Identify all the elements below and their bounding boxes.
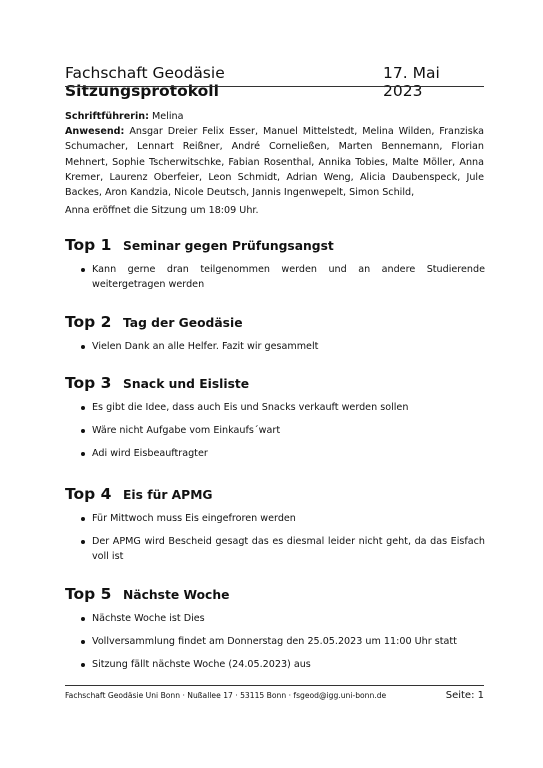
opening-statement: Anna eröffnet die Sitzung um 18:09 Uhr. xyxy=(65,205,259,216)
bullet-item: Kann gerne dran teilgenommen werden und an andere Studierende weitergetragen werden xyxy=(65,262,485,292)
footer-address: Fachschaft Geodäsie Uni Bonn · Nußallee 17 · 53115 Bonn · fsgeod@igg.uni-bonn.de xyxy=(65,691,387,700)
agenda-heading xyxy=(65,585,485,603)
writer-label: Schriftführerin: xyxy=(65,111,149,122)
agenda-item xyxy=(65,485,485,564)
agenda-bullets xyxy=(65,511,485,564)
agenda-number: Top 3 xyxy=(65,374,112,392)
doc-type: Sitzungsprotokoll xyxy=(65,82,219,100)
bullet-item: Vollversammlung findet am Donnerstag den 25.05.2023 um 11:00 Uhr statt xyxy=(65,634,485,649)
agenda-title: Tag der Geodäsie xyxy=(123,316,243,330)
bullet-item: Es gibt die Idee, dass auch Eis und Snacks verkauft werden sollen xyxy=(65,400,485,415)
agenda-item xyxy=(65,585,485,672)
page-header xyxy=(65,64,484,100)
bullet-item: Wäre nicht Aufgabe vom Einkaufs´wart xyxy=(65,423,485,438)
agenda-title: Nächste Woche xyxy=(123,588,230,602)
agenda-bullets xyxy=(65,262,485,292)
meeting-meta xyxy=(65,109,484,200)
agenda-heading xyxy=(65,374,485,392)
page-footer xyxy=(65,690,484,701)
agenda-heading xyxy=(65,236,485,254)
agenda-heading xyxy=(65,485,485,503)
agenda-bullets xyxy=(65,400,485,461)
agenda-bullets xyxy=(65,339,485,354)
agenda-number: Top 5 xyxy=(65,585,112,603)
agenda-item xyxy=(65,374,485,461)
agenda-number: Top 4 xyxy=(65,485,112,503)
agenda-title: Eis für APMG xyxy=(123,488,213,502)
agenda-item xyxy=(65,313,485,354)
bullet-item: Für Mittwoch muss Eis eingefroren werden xyxy=(65,511,485,526)
agenda-item xyxy=(65,236,485,292)
attendees-line xyxy=(65,124,484,200)
footer-divider xyxy=(65,685,484,686)
meeting-date: 17. Mai 2023 xyxy=(383,64,440,100)
attendees-list: Ansgar Dreier Felix Esser, Manuel Mittelstedt, Melina Wilden, Franziska Schumacher, Lennart Reißner, André Corneließen, Marten Bennemann, Florian Mehnert, Sophie Tscherwitschke, Fabian Rosenthal, Annika Tobies, Malte Möller, Anna Kremer, Laurenz Oberfeier, Leon Schmidt, Adrian Weng, Alicia Daubenspeck, Jule Backes, Aron Kandzia, Nicole Deutsch, Jannis Ingenwepelt, Simon Schild, xyxy=(65,126,484,199)
bullet-item: Der APMG wird Bescheid gesagt das es diesmal leider nicht geht, da das Eisfach voll ist xyxy=(65,534,485,564)
header-divider xyxy=(65,86,484,87)
writer-name: Melina xyxy=(152,111,184,122)
agenda-title: Snack und Eisliste xyxy=(123,377,250,391)
bullet-item: Nächste Woche ist Dies xyxy=(65,611,485,626)
writer-line xyxy=(65,109,484,124)
bullet-item: Vielen Dank an alle Helfer. Fazit wir gesammelt xyxy=(65,339,485,354)
bullet-item: Adi wird Eisbeauftragter xyxy=(65,446,485,461)
agenda-number: Top 2 xyxy=(65,313,112,331)
header-title xyxy=(65,64,383,100)
attendees-label: Anwesend: xyxy=(65,126,125,138)
org-name: Fachschaft Geodäsie xyxy=(65,64,225,82)
page-number: Seite: 1 xyxy=(445,690,484,701)
bullet-item: Sitzung fällt nächste Woche (24.05.2023) aus xyxy=(65,657,485,672)
agenda-bullets xyxy=(65,611,485,672)
agenda-number: Top 1 xyxy=(65,236,112,254)
agenda-heading xyxy=(65,313,485,331)
agenda-title: Seminar gegen Prüfungsangst xyxy=(123,239,334,253)
